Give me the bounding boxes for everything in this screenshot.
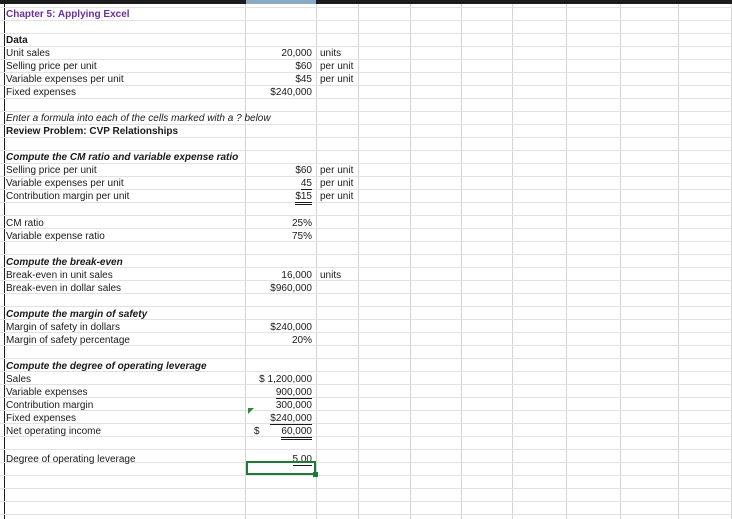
mos-percent-value[interactable]: 20% xyxy=(291,335,312,346)
dol-heading: Compute the degree of operating leverage xyxy=(6,361,207,372)
selling-price-unit: per unit xyxy=(320,61,354,72)
row-line xyxy=(0,436,732,437)
selected-cell[interactable] xyxy=(246,461,316,475)
unit-sales-label: Unit sales xyxy=(6,48,50,59)
dol-result-value-text: 5.00 xyxy=(292,454,312,465)
fixed-expenses-value[interactable]: $240,000 xyxy=(270,87,312,98)
dol-result-label: Degree of operating leverage xyxy=(6,454,136,465)
dol-noi-value[interactable] xyxy=(248,425,312,438)
row-line xyxy=(0,410,732,411)
mos-dollars-value[interactable]: $240,000 xyxy=(270,322,312,333)
cm-variable-value-text: 45 xyxy=(300,178,312,189)
dol-cm-label: Contribution margin xyxy=(6,400,94,411)
unit-sales-value[interactable]: 20,000 xyxy=(281,48,312,59)
mos-dollars-label: Margin of safety in dollars xyxy=(6,322,120,333)
selling-price-value[interactable]: $60 xyxy=(295,61,312,72)
dol-cm-value[interactable]: 300,000 xyxy=(275,400,312,411)
mos-heading: Compute the margin of safety xyxy=(6,309,148,320)
contribution-margin-label: Contribution margin per unit xyxy=(6,191,130,202)
column-line xyxy=(245,4,246,519)
selling-price-label: Selling price per unit xyxy=(6,61,97,72)
dol-variable-value[interactable] xyxy=(248,386,312,399)
cm-selling-price-unit: per unit xyxy=(320,165,354,176)
unit-sales-unit: units xyxy=(320,48,342,59)
contribution-margin-value-text: $15 xyxy=(295,191,312,205)
row-line xyxy=(0,215,732,216)
column-line xyxy=(410,4,411,519)
sheet-title: Chapter 5: Applying Excel xyxy=(6,9,130,20)
column-line xyxy=(316,4,317,519)
row-line xyxy=(0,46,732,47)
dol-variable-value-text: 900,000 xyxy=(275,387,312,398)
dol-variable-label: Variable expenses xyxy=(6,387,88,398)
breakeven-dollars-label: Break-even in dollar sales xyxy=(6,283,122,294)
dol-fixed-value-text: $240,000 xyxy=(270,413,312,424)
row-line xyxy=(0,501,732,502)
row-line xyxy=(0,384,732,385)
cm-ratio-label: CM ratio xyxy=(6,218,44,229)
cm-variable-unit: per unit xyxy=(320,178,354,189)
dol-fixed-value[interactable] xyxy=(248,412,312,425)
breakeven-dollars-value[interactable]: $960,000 xyxy=(270,283,312,294)
instruction-text: Enter a formula into each of the cells marked with a ? below xyxy=(6,113,271,124)
row-line xyxy=(0,228,732,229)
breakeven-units-unit: units xyxy=(320,270,342,281)
column-line xyxy=(620,4,621,519)
variable-ratio-label: Variable expense ratio xyxy=(6,231,105,242)
data-heading: Data xyxy=(6,35,28,46)
row-line xyxy=(0,449,732,450)
column-line xyxy=(678,4,679,519)
contribution-margin-value[interactable] xyxy=(248,190,312,203)
variable-ratio-value[interactable]: 75% xyxy=(291,231,312,242)
column-line xyxy=(461,4,462,519)
row-line xyxy=(0,514,732,515)
row-line xyxy=(0,475,732,476)
dol-noi-label: Net operating income xyxy=(6,426,102,437)
dol-noi-value-text: 60,000 xyxy=(281,426,312,440)
review-title: Review Problem: CVP Relationships xyxy=(6,126,179,137)
row-border xyxy=(4,4,5,519)
cm-selling-price-label: Selling price per unit xyxy=(6,165,97,176)
dol-sales-value[interactable]: $ 1,200,000 xyxy=(259,374,312,385)
cm-selling-price-value[interactable]: $60 xyxy=(295,165,312,176)
variable-expenses-label: Variable expenses per unit xyxy=(6,74,124,85)
row-line xyxy=(0,33,732,34)
breakeven-units-value[interactable]: 16,000 xyxy=(281,270,312,281)
row-line xyxy=(0,306,732,307)
fixed-expenses-label: Fixed expenses xyxy=(6,87,77,98)
variable-expenses-value[interactable]: $45 xyxy=(295,74,312,85)
variable-expenses-unit: per unit xyxy=(320,74,354,85)
column-line xyxy=(358,4,359,519)
column-line xyxy=(512,4,513,519)
breakeven-units-label: Break-even in unit sales xyxy=(6,270,113,281)
cm-variable-label: Variable expenses per unit xyxy=(6,178,124,189)
row-line xyxy=(0,423,732,424)
dol-noi-currency: $ xyxy=(254,426,260,437)
fill-handle[interactable] xyxy=(313,472,318,477)
contribution-margin-unit: per unit xyxy=(320,191,354,202)
row-line xyxy=(0,254,732,255)
row-line xyxy=(0,397,732,398)
row-line xyxy=(0,59,732,60)
dol-sales-label: Sales xyxy=(6,374,32,385)
cm-ratio-value[interactable]: 25% xyxy=(291,218,312,229)
row-line xyxy=(0,358,732,359)
column-line xyxy=(566,4,567,519)
spreadsheet-grid[interactable] xyxy=(0,4,732,519)
row-line xyxy=(0,241,732,242)
cm-variable-value[interactable] xyxy=(248,177,312,190)
breakeven-heading: Compute the break-even xyxy=(6,257,123,268)
dol-fixed-label: Fixed expenses xyxy=(6,413,77,424)
row-line xyxy=(0,488,732,489)
mos-percent-label: Margin of safety percentage xyxy=(6,335,130,346)
row-line xyxy=(0,98,732,99)
cm-heading: Compute the CM ratio and variable expense ratio xyxy=(6,152,239,163)
